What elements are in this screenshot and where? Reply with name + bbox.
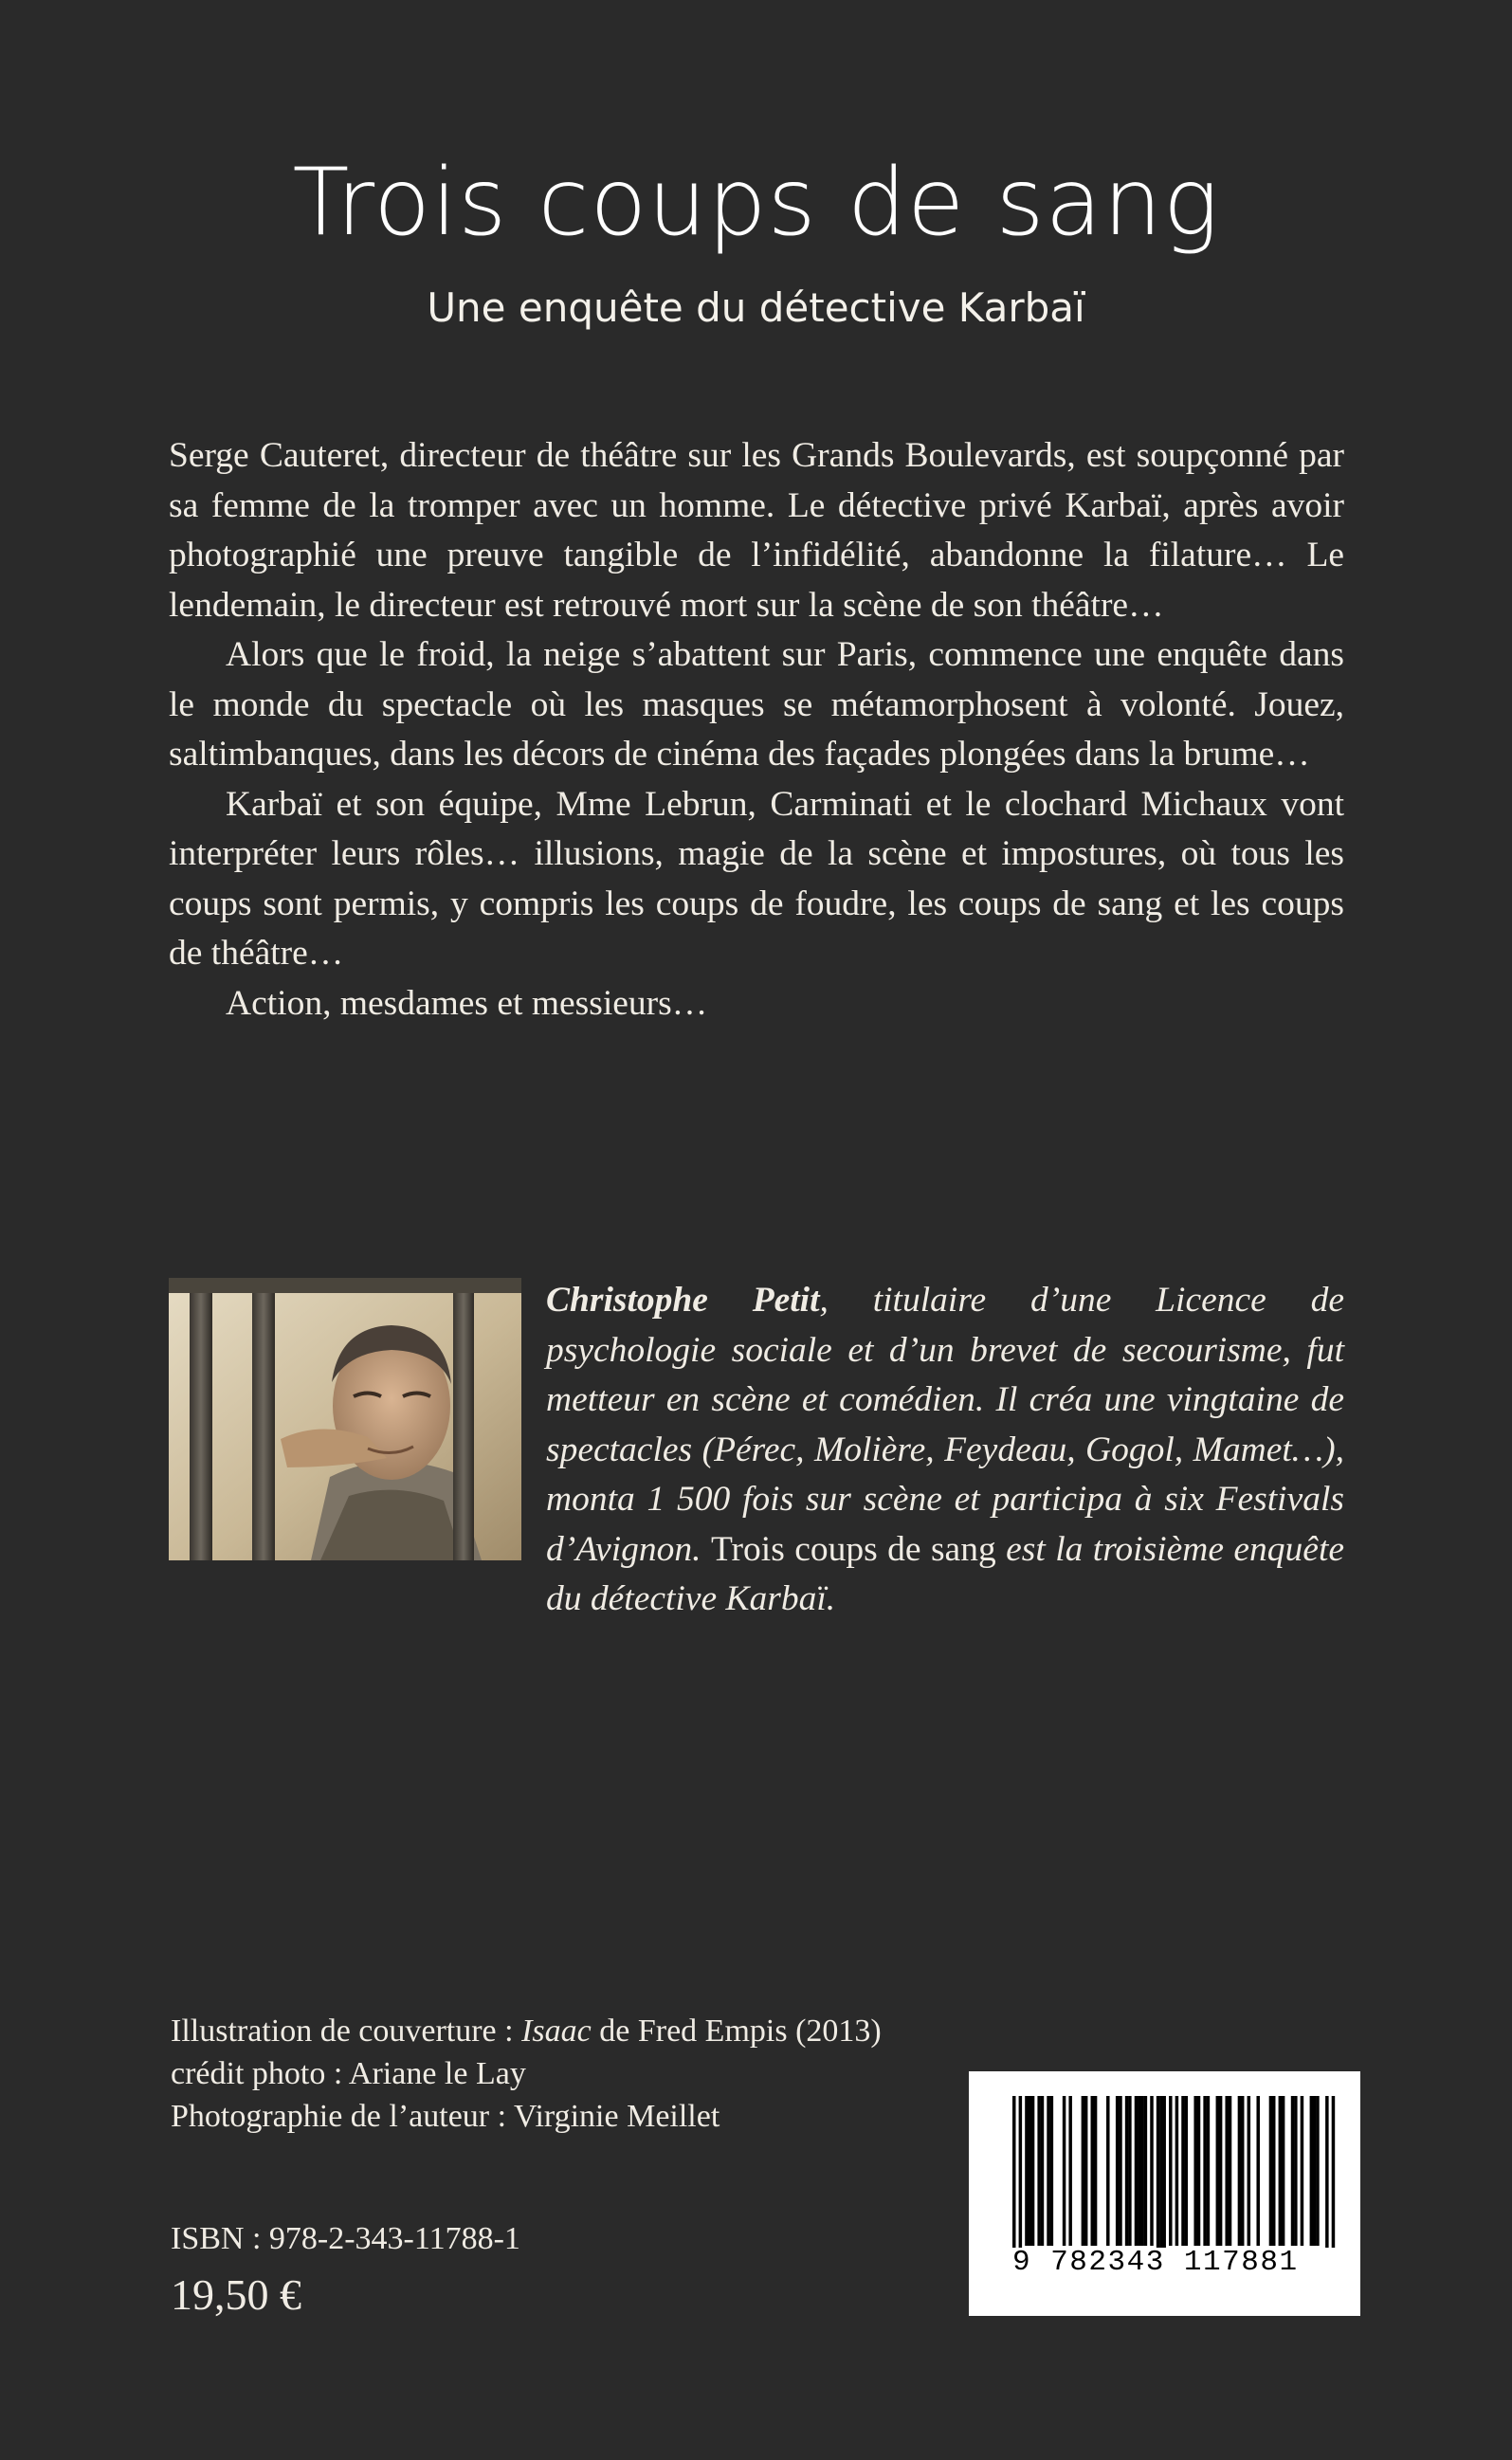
barcode-bar (1050, 2096, 1054, 2246)
barcode-bar (1106, 2096, 1110, 2246)
barcode-bar (1294, 2096, 1298, 2246)
barcode-bar (1047, 2096, 1050, 2246)
author-bio-book-title: Trois coups de sang (710, 1529, 996, 1569)
barcode-bar (1203, 2096, 1207, 2246)
barcode-bar (1256, 2096, 1260, 2246)
barcode-bar (1313, 2096, 1317, 2246)
barcode-bar (1310, 2096, 1314, 2246)
barcode-bar (1162, 2096, 1166, 2248)
barcode-bar (1068, 2096, 1072, 2246)
barcode-bar (1207, 2096, 1211, 2246)
barcode-bar (1019, 2096, 1023, 2248)
barcode-bar (1135, 2096, 1139, 2246)
blurb-paragraph-3: Karbaï et son équipe, Mme Lebrun, Carminati et le clochard Michaux vont interpréter leurs rôles… illusions, magie de la scène et impostures, où tous les coups sont permis, y compris les coups de foudre, les coups de sang et les coups de théâtre… (169, 784, 1344, 973)
blurb-paragraph-1: Serge Cauteret, directeur de théâtre sur les Grands Boulevards, est soupçonné par sa femme de la tromper avec un homme. Le détective privé Karbaï, après avoir photographié une preuve tangible de l’infidélité, abandonne la filature… Le lendemain, le directeur est retrouvé mort sur la scène de son théâtre… (169, 436, 1344, 625)
barcode-bar (1116, 2096, 1120, 2246)
barcode-bar (1225, 2096, 1229, 2246)
illustration-work-title: Isaac (521, 2014, 592, 2049)
author-name: Christophe Petit (546, 1281, 820, 1320)
barcode-bar (1181, 2096, 1185, 2246)
author-photo-credit: Photographie de l’auteur : Virginie Meillet (171, 2099, 720, 2134)
barcode-bar (1084, 2096, 1088, 2246)
barcode-bar (1091, 2096, 1095, 2246)
author-bio (169, 1276, 1344, 1625)
barcode-bar (1029, 2096, 1032, 2246)
barcode-bar (1185, 2096, 1189, 2246)
barcode-bar (1238, 2096, 1242, 2246)
barcode-bar (1041, 2096, 1045, 2246)
barcode (969, 2071, 1360, 2316)
author-bio-text-2: est la troisième enquête du détective Karbaï. (546, 1529, 1345, 1618)
barcode-bar (1144, 2096, 1148, 2246)
credits (171, 2010, 882, 2138)
barcode-digits: 9 782343 117881 (1012, 2246, 1299, 2279)
barcode-bar (1082, 2096, 1085, 2246)
barcode-bar (1282, 2096, 1285, 2246)
barcode-bar (1119, 2096, 1122, 2246)
illustration-credit-artist: de Fred Empis (2013) (591, 2014, 882, 2049)
barcode-bar (1169, 2096, 1173, 2246)
barcode-bars (969, 2071, 1360, 2248)
barcode-bar (1193, 2096, 1197, 2246)
blurb-paragraph-2: Alors que le froid, la neige s’abattent sur Paris, commence une enquête dans le monde du spectacle où les masques se métamorphosent à volonté. Jouez, saltimbanques, dans les décors de cinéma des façades plongées dans la brume… (169, 635, 1344, 774)
barcode-bar (1159, 2096, 1163, 2248)
barcode-bar (1301, 2096, 1304, 2246)
barcode-bar (1140, 2096, 1144, 2246)
barcode-bar (1269, 2096, 1273, 2246)
barcode-bar (1248, 2096, 1251, 2246)
barcode-bar (1138, 2096, 1141, 2246)
barcode-bar (1128, 2096, 1132, 2246)
barcode-bar (1063, 2096, 1066, 2246)
barcode-bar (1157, 2096, 1160, 2248)
photo-credit: crédit photo : Ariane le Lay (171, 2056, 526, 2091)
isbn: ISBN : 978-2-343-11788-1 (171, 2221, 520, 2256)
barcode-bar (1219, 2096, 1223, 2246)
barcode-bar (1229, 2096, 1232, 2246)
price: 19,50 € (171, 2270, 301, 2319)
barcode-bar (1279, 2096, 1283, 2246)
barcode-bar (1175, 2096, 1179, 2246)
barcode-bar (1197, 2096, 1201, 2246)
book-subtitle: Une enquête du détective Karbaï (427, 284, 1085, 331)
author-bio-text-1: , titulaire d’une Licence de psychologie sociale et d’un brevet de secourisme, fut metteur en scène et comédien. Il créa une vingtaine de spectacles (Pérec, Molière, Feydeau, Gogol, Mamet…), monta 1 500 fois sur scène et participa à six Festivals d’Avignon. (546, 1281, 1344, 1569)
barcode-bar (1291, 2096, 1295, 2246)
illustration-credit (171, 2010, 882, 2052)
blurb-paragraph-4: Action, mesdames et messieurs… (226, 983, 708, 1023)
barcode-bar (1012, 2096, 1016, 2248)
barcode-bar (1216, 2096, 1220, 2246)
barcode-bar (1325, 2096, 1329, 2248)
barcode-bar (1125, 2096, 1129, 2246)
illustration-credit-label: Illustration de couverture : (171, 2014, 522, 2049)
barcode-bar (1025, 2096, 1029, 2246)
barcode-bar (1094, 2096, 1098, 2246)
barcode-bar (1332, 2096, 1336, 2248)
book-title: Trois coups de sang (292, 149, 1220, 257)
barcode-bar (1150, 2096, 1154, 2246)
barcode-bar (1316, 2096, 1320, 2246)
back-cover-blurb (169, 431, 1344, 1029)
barcode-bar (1031, 2096, 1035, 2246)
barcode-bar (1272, 2096, 1276, 2246)
barcode-bar (1241, 2096, 1245, 2246)
barcode-bar (1037, 2096, 1041, 2246)
